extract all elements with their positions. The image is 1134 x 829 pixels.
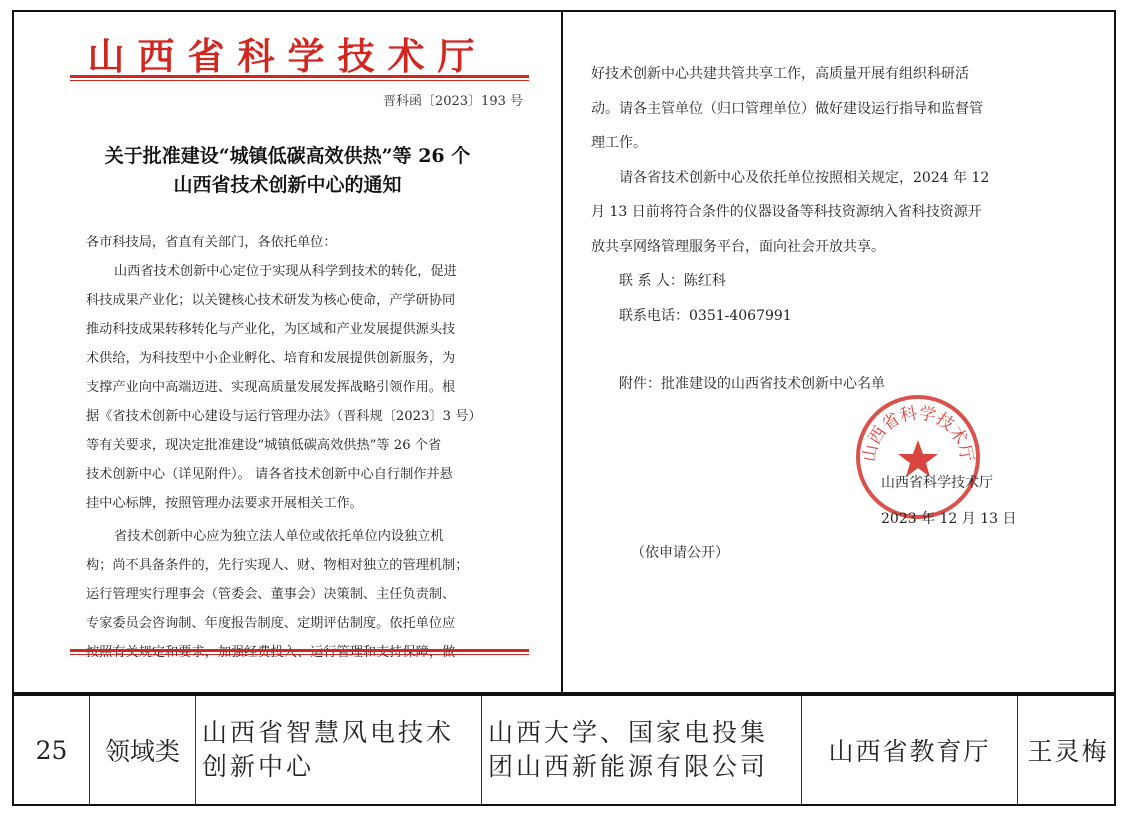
text-line: 省技术创新中心应为独立法人单位或依托单位内设独立机 [114,529,444,544]
row-number: 25 [35,735,68,765]
text-line: 运行管理实行理事会（管委会、董事会）决策制、主任负责制、 [86,587,456,602]
text-line: 理工作。 [591,135,647,151]
text-line: 月 13 日前将符合条件的仪器设备等科技资源纳入省科技资源开 [591,204,982,220]
salutation: 各市科技局，省直有关部门，各依托单位： [86,235,337,250]
text-line: 推动科技成果转移转化与产业化，为区域和产业发展提供源头技 [86,322,456,337]
official-seal-icon [853,392,983,522]
letterhead-title: 山西省科学技术厅 [87,35,488,78]
text-line: 请各省技术创新中心及依托单位按照相关规定，2024 年 12 [619,169,990,186]
paragraph-1 [86,257,526,518]
text-line: 据《省技术创新中心建设与运行管理办法》（晋科规〔2023〕3 号） [86,409,482,424]
center-name-line-2: 创新中心 [202,752,315,781]
cell-host-organization [482,696,802,804]
text-line: 山西省技术创新中心定位于实现从科学到技术的转化，促进 [114,264,457,279]
footer-rule [70,649,529,652]
text-line: 技术创新中心（详见附件）。 请各省技术创新中心自行制作并悬 [86,467,453,482]
row-category: 领域类 [104,737,180,766]
cell-category [90,696,196,804]
document-number: 晋科函〔2023〕193 号 [382,94,523,109]
row-contact: 王灵梅 [1027,737,1109,766]
text-line: 术供给，为科技型中小企业孵化、培育和发展提供创新服务，为 [86,351,456,366]
document-page-1 [12,10,563,694]
text-line: 等有关要求，现决定批准建设“城镇低碳高效供热”等 26 个省 [86,438,442,453]
spacer [591,333,1061,367]
cell-contact [1018,696,1118,804]
text-line: 按照有关规定和要求，加强经费投入、运行管理和支持保障，做 [86,645,456,660]
notice-title [14,142,561,200]
footer-rule-thin [70,654,529,655]
title-line-1: 关于批准建设“城镇低碳高效供热”等 26 个 [104,145,471,167]
center-name-line-1: 山西省智慧风电技术 [202,718,455,747]
title-line-2: 山西省技术创新中心的通知 [173,174,402,196]
row-authority: 山西省教育厅 [828,737,991,766]
text-line: 支撑产业向中高端迈进、实现高质量发展发挥战略引领作用。根 [86,380,456,395]
page-2-body [591,57,1061,402]
cell-center-name [196,696,482,804]
issue-date: 2023 年 12 月 13 日 [881,511,1017,527]
paragraph-2 [86,522,526,667]
letterhead-rule-thin [70,80,529,81]
issuer-name: 山西省科学技术厅 [881,475,993,491]
text-line: 好技术创新中心共建共管共享工作，高质量开展有组织科研活 [591,66,969,82]
document-page-2 [561,10,1116,694]
cell-number [14,696,90,804]
text-line: 挂中心标牌，按照管理办法要求开展相关工作。 [86,496,363,511]
disclosure-note: （依申请公开） [631,545,729,561]
table-row [12,694,1116,806]
text-line: 科技成果产业化；以关键核心技术研发为核心使命，产学研协同 [86,293,456,308]
text-line: 专家委员会咨询制、年度报告制度、定期评估制度。依托单位应 [86,616,456,631]
text-line: 放共享网络管理服务平台，面向社会开放共享。 [591,238,885,255]
contact-phone: 联系电话：0351-4067991 [619,307,792,324]
host-org-line-2: 团山西新能源有限公司 [488,752,769,781]
text-line: 构；尚不具备条件的，先行实现人、财、物相对独立的管理机制； [86,558,469,573]
text-line: 动。请各主管单位（归口管理单位）做好建设运行指导和监督管 [591,100,983,117]
attachment-line: 附件：批准建设的山西省技术创新中心名单 [619,376,885,392]
cell-authority [802,696,1018,804]
seal-text: 山西省科学技术厅 [859,403,977,464]
letterhead-rule [70,75,529,78]
host-org-line-1: 山西大学、国家电投集 [488,718,769,747]
notice-body [86,228,526,667]
contact-person: 联 系 人：陈红科 [619,273,726,289]
